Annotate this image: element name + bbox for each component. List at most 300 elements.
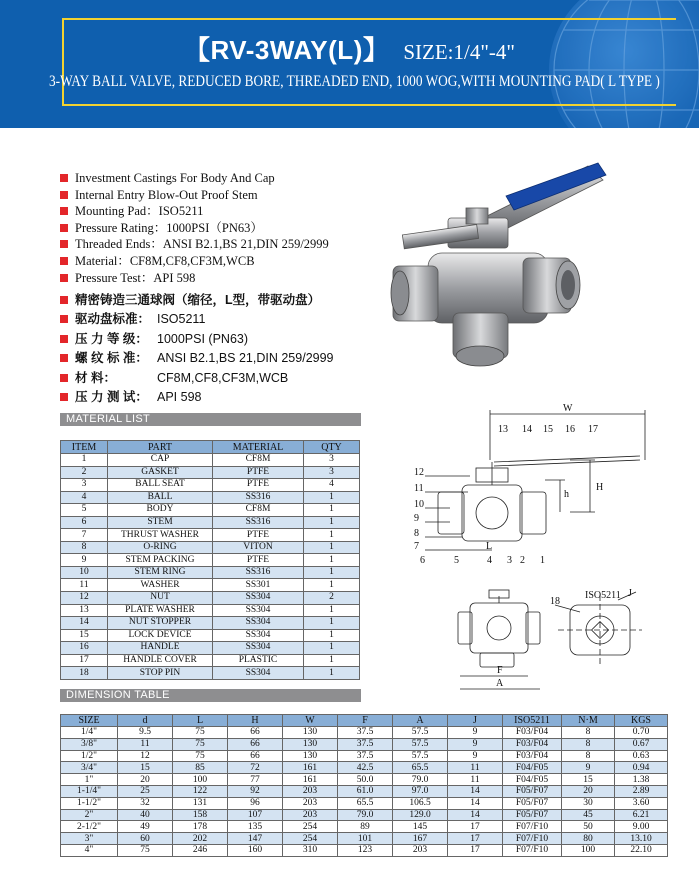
table-cell: STOP PIN bbox=[108, 667, 213, 680]
table-cell: NUT STOPPER bbox=[108, 617, 213, 630]
table-row bbox=[61, 479, 360, 492]
table-row bbox=[61, 809, 668, 821]
column-header: d bbox=[118, 715, 173, 727]
table-cell: 203 bbox=[393, 844, 448, 856]
column-header: MATERIAL bbox=[213, 441, 304, 454]
table-cell: 3" bbox=[61, 833, 118, 845]
table-cell: SS304 bbox=[213, 642, 304, 655]
table-cell: 75 bbox=[118, 844, 173, 856]
bullet-icon bbox=[60, 354, 68, 362]
table-cell: 9 bbox=[448, 738, 503, 750]
table-cell: 130 bbox=[283, 750, 338, 762]
table-row bbox=[61, 844, 668, 856]
table-cell: F07/F10 bbox=[503, 833, 562, 845]
page-title bbox=[0, 30, 699, 67]
table-cell: PTFE bbox=[213, 554, 304, 567]
table-cell: 6.21 bbox=[615, 809, 668, 821]
table-row bbox=[61, 797, 668, 809]
table-cell: 2.89 bbox=[615, 785, 668, 797]
table-cell: 20 bbox=[118, 774, 173, 786]
table-cell: 15 bbox=[61, 629, 108, 642]
table-row bbox=[61, 604, 360, 617]
table-cell: 1 bbox=[304, 654, 360, 667]
column-header: F bbox=[338, 715, 393, 727]
table-cell: HANDLE COVER bbox=[108, 654, 213, 667]
table-cell: 11 bbox=[448, 774, 503, 786]
table-cell: SS316 bbox=[213, 516, 304, 529]
table-cell: 85 bbox=[173, 762, 228, 774]
header-banner bbox=[0, 0, 699, 128]
table-cell: 130 bbox=[283, 727, 338, 739]
dim-label-w: W bbox=[563, 403, 573, 414]
column-header: QTY bbox=[304, 441, 360, 454]
dim-label-h: H bbox=[596, 482, 604, 493]
table-cell: 4" bbox=[61, 844, 118, 856]
table-cell: 6 bbox=[61, 516, 108, 529]
bullet-icon bbox=[60, 240, 68, 248]
size-range: SIZE:1/4"-4" bbox=[403, 40, 515, 64]
table-cell: 18 bbox=[61, 667, 108, 680]
table-cell: 0.63 bbox=[615, 750, 668, 762]
table-cell: SS304 bbox=[213, 629, 304, 642]
bullet-icon bbox=[60, 335, 68, 343]
table-cell: 50.0 bbox=[338, 774, 393, 786]
list-item: 压 力 测 试： API 598 bbox=[60, 388, 334, 407]
table-cell: VITON bbox=[213, 541, 304, 554]
list-item: 压 力 等 级： 1000PSI (PN63) bbox=[60, 330, 334, 349]
column-header: H bbox=[228, 715, 283, 727]
bullet-icon bbox=[60, 257, 68, 265]
table-cell: 202 bbox=[173, 833, 228, 845]
table-cell: 89 bbox=[338, 821, 393, 833]
table-cell: 20 bbox=[562, 785, 615, 797]
table-cell: PTFE bbox=[213, 479, 304, 492]
callout-7: 7 bbox=[414, 541, 419, 552]
table-row bbox=[61, 774, 668, 786]
table-cell: 147 bbox=[228, 833, 283, 845]
callout-16: 16 bbox=[565, 424, 575, 435]
dim-label-l: L bbox=[486, 541, 493, 552]
table-cell: 100 bbox=[173, 774, 228, 786]
table-cell: 11 bbox=[61, 579, 108, 592]
list-item: 精密铸造三通球阀（缩径，L型，带驱动盘） bbox=[60, 291, 334, 310]
table-cell: F03/F04 bbox=[503, 750, 562, 762]
dimension-table-title: DIMENSION TABLE bbox=[60, 689, 361, 702]
table-cell: 61.0 bbox=[338, 785, 393, 797]
table-cell: F05/F07 bbox=[503, 785, 562, 797]
table-row bbox=[61, 454, 360, 467]
table-cell: 66 bbox=[228, 750, 283, 762]
table-cell: 122 bbox=[173, 785, 228, 797]
table-row bbox=[61, 833, 668, 845]
table-cell: 79.0 bbox=[393, 774, 448, 786]
table-row bbox=[61, 541, 360, 554]
table-cell: 203 bbox=[283, 785, 338, 797]
table-cell: 161 bbox=[283, 774, 338, 786]
callout-18: 18 bbox=[550, 596, 560, 607]
table-cell: 158 bbox=[173, 809, 228, 821]
callout-13: 13 bbox=[498, 424, 508, 435]
table-cell: 254 bbox=[283, 833, 338, 845]
table-cell: 135 bbox=[228, 821, 283, 833]
table-cell: THRUST WASHER bbox=[108, 529, 213, 542]
table-cell: 9.5 bbox=[118, 727, 173, 739]
table-cell: 37.5 bbox=[338, 738, 393, 750]
table-cell: 30 bbox=[562, 797, 615, 809]
table-cell: 1 bbox=[304, 566, 360, 579]
dim-label-iso: ISO5211 bbox=[585, 590, 621, 601]
table-cell: 107 bbox=[228, 809, 283, 821]
bullet-icon bbox=[60, 224, 68, 232]
table-cell: 17 bbox=[448, 821, 503, 833]
table-cell: 1 bbox=[304, 579, 360, 592]
product-subtitle: 3-WAY BALL VALVE, REDUCED BORE, THREADED END, 1000 WOG,WITH MOUNTING PAD( L TYPE ) bbox=[49, 73, 660, 90]
material-table bbox=[60, 440, 360, 680]
callout-5: 5 bbox=[454, 555, 459, 566]
column-header: N·M bbox=[562, 715, 615, 727]
bullet-icon bbox=[60, 315, 68, 323]
callout-3: 3 bbox=[507, 555, 512, 566]
table-cell: F05/F07 bbox=[503, 809, 562, 821]
table-cell: NUT bbox=[108, 592, 213, 605]
table-row bbox=[61, 516, 360, 529]
table-cell: 3.60 bbox=[615, 797, 668, 809]
table-cell: 97.0 bbox=[393, 785, 448, 797]
table-row bbox=[61, 785, 668, 797]
material-list-title: MATERIAL LIST bbox=[60, 413, 361, 426]
table-cell: 0.70 bbox=[615, 727, 668, 739]
table-cell: 1-1/2" bbox=[61, 797, 118, 809]
table-cell: 75 bbox=[173, 727, 228, 739]
list-item: Mounting Pad：ISO5211 bbox=[60, 203, 329, 220]
callout-2: 2 bbox=[520, 555, 525, 566]
table-cell: 49 bbox=[118, 821, 173, 833]
table-cell: 37.5 bbox=[338, 727, 393, 739]
feature-list-cn bbox=[60, 291, 334, 407]
table-cell: 1 bbox=[61, 454, 108, 467]
column-header: A bbox=[393, 715, 448, 727]
table-cell: F07/F10 bbox=[503, 821, 562, 833]
table-cell: 66 bbox=[228, 738, 283, 750]
table-cell: 100 bbox=[562, 844, 615, 856]
table-row bbox=[61, 667, 360, 680]
table-cell: 1/4" bbox=[61, 727, 118, 739]
table-cell: 145 bbox=[393, 821, 448, 833]
callout-17: 17 bbox=[588, 424, 598, 435]
table-cell: 72 bbox=[228, 762, 283, 774]
table-cell: 7 bbox=[61, 529, 108, 542]
table-cell: 57.5 bbox=[393, 738, 448, 750]
table-cell: 130 bbox=[283, 738, 338, 750]
table-cell: 65.5 bbox=[393, 762, 448, 774]
table-cell: 1/2" bbox=[61, 750, 118, 762]
table-cell: LOCK DEVICE bbox=[108, 629, 213, 642]
table-row bbox=[61, 727, 668, 739]
table-cell: 1 bbox=[304, 604, 360, 617]
table-cell: 3 bbox=[304, 454, 360, 467]
table-cell: 1.38 bbox=[615, 774, 668, 786]
table-cell: 79.0 bbox=[338, 809, 393, 821]
valve-photo bbox=[388, 158, 633, 378]
table-cell: 9 bbox=[448, 727, 503, 739]
table-cell: 65.5 bbox=[338, 797, 393, 809]
callout-4: 4 bbox=[487, 555, 492, 566]
table-cell: 75 bbox=[173, 738, 228, 750]
table-cell: 32 bbox=[118, 797, 173, 809]
column-header: PART bbox=[108, 441, 213, 454]
table-cell: BALL SEAT bbox=[108, 479, 213, 492]
table-cell: STEM PACKING bbox=[108, 554, 213, 567]
table-cell: 2 bbox=[61, 466, 108, 479]
table-row bbox=[61, 629, 360, 642]
table-cell: 1 bbox=[304, 541, 360, 554]
table-cell: 1" bbox=[61, 774, 118, 786]
list-item: 材 料： CF8M,CF8,CF3M,WCB bbox=[60, 369, 334, 388]
table-cell: 131 bbox=[173, 797, 228, 809]
table-cell: PTFE bbox=[213, 466, 304, 479]
table-cell: 45 bbox=[562, 809, 615, 821]
callout-11: 11 bbox=[414, 483, 424, 494]
table-cell: 92 bbox=[228, 785, 283, 797]
table-row bbox=[61, 491, 360, 504]
table-cell: SS304 bbox=[213, 592, 304, 605]
table-cell: 123 bbox=[338, 844, 393, 856]
technical-drawing bbox=[410, 400, 670, 700]
column-header: ISO5211 bbox=[503, 715, 562, 727]
table-cell: CF8M bbox=[213, 454, 304, 467]
table-cell: 9.00 bbox=[615, 821, 668, 833]
column-header: W bbox=[283, 715, 338, 727]
table-cell: 167 bbox=[393, 833, 448, 845]
table-cell: O-RING bbox=[108, 541, 213, 554]
dim-label-small-h: h bbox=[564, 489, 569, 500]
table-cell: PTFE bbox=[213, 529, 304, 542]
feature-list-en bbox=[60, 170, 329, 286]
table-cell: 5 bbox=[61, 504, 108, 517]
table-cell: 129.0 bbox=[393, 809, 448, 821]
table-cell: 13.10 bbox=[615, 833, 668, 845]
table-cell: 0.67 bbox=[615, 738, 668, 750]
table-cell: 1 bbox=[304, 529, 360, 542]
table-cell: 4 bbox=[304, 479, 360, 492]
table-cell: 10 bbox=[61, 566, 108, 579]
table-cell: 22.10 bbox=[615, 844, 668, 856]
table-cell: SS304 bbox=[213, 604, 304, 617]
table-cell: 12 bbox=[118, 750, 173, 762]
table-cell: 14 bbox=[448, 797, 503, 809]
table-cell: 14 bbox=[61, 617, 108, 630]
bullet-icon bbox=[60, 191, 68, 199]
list-item: Pressure Rating：1000PSI（PN63） bbox=[60, 220, 329, 237]
table-cell: CF8M bbox=[213, 504, 304, 517]
table-cell: 310 bbox=[283, 844, 338, 856]
table-cell: F03/F04 bbox=[503, 727, 562, 739]
table-row bbox=[61, 750, 668, 762]
dim-label-f: F bbox=[497, 665, 503, 676]
bullet-icon bbox=[60, 374, 68, 382]
table-cell: GASKET bbox=[108, 466, 213, 479]
table-cell: 57.5 bbox=[393, 727, 448, 739]
list-item: Threaded Ends：ANSI B2.1,BS 21,DIN 259/2999 bbox=[60, 236, 329, 253]
table-cell: 17 bbox=[61, 654, 108, 667]
table-row bbox=[61, 821, 668, 833]
table-cell: 9 bbox=[562, 762, 615, 774]
table-cell: 1 bbox=[304, 629, 360, 642]
table-cell: 15 bbox=[118, 762, 173, 774]
table-cell: 17 bbox=[448, 833, 503, 845]
table-cell: 2 bbox=[304, 592, 360, 605]
column-header: KGS bbox=[615, 715, 668, 727]
table-cell: 1 bbox=[304, 554, 360, 567]
table-cell: 42.5 bbox=[338, 762, 393, 774]
table-cell: SS304 bbox=[213, 617, 304, 630]
table-cell: 17 bbox=[448, 844, 503, 856]
table-row bbox=[61, 738, 668, 750]
list-item: Internal Entry Blow-Out Proof Stem bbox=[60, 187, 329, 204]
table-cell: 106.5 bbox=[393, 797, 448, 809]
table-cell: 14 bbox=[448, 785, 503, 797]
table-cell: 161 bbox=[283, 762, 338, 774]
table-cell: 37.5 bbox=[338, 750, 393, 762]
table-row bbox=[61, 529, 360, 542]
callout-6: 6 bbox=[420, 555, 425, 566]
list-item: Pressure Test：API 598 bbox=[60, 270, 329, 287]
list-item: 螺 纹 标 准： ANSI B2.1,BS 21,DIN 259/2999 bbox=[60, 349, 334, 368]
table-cell: 9 bbox=[448, 750, 503, 762]
table-cell: SS304 bbox=[213, 667, 304, 680]
table-cell: F04/F05 bbox=[503, 762, 562, 774]
table-cell: 1 bbox=[304, 504, 360, 517]
table-cell: 50 bbox=[562, 821, 615, 833]
table-cell: 3/8" bbox=[61, 738, 118, 750]
table-cell: 13 bbox=[61, 604, 108, 617]
table-cell: 8 bbox=[562, 727, 615, 739]
table-row bbox=[61, 566, 360, 579]
table-row bbox=[61, 554, 360, 567]
bullet-icon bbox=[60, 174, 68, 182]
table-cell: F05/F07 bbox=[503, 797, 562, 809]
table-row bbox=[61, 592, 360, 605]
table-cell: 1 bbox=[304, 516, 360, 529]
table-cell: 3 bbox=[304, 466, 360, 479]
table-cell: 4 bbox=[61, 491, 108, 504]
table-cell: SS316 bbox=[213, 566, 304, 579]
callout-9: 9 bbox=[414, 513, 419, 524]
table-cell: HANDLE bbox=[108, 642, 213, 655]
table-cell: 203 bbox=[283, 809, 338, 821]
table-cell: 1 bbox=[304, 617, 360, 630]
table-cell: 16 bbox=[61, 642, 108, 655]
bullet-icon bbox=[60, 207, 68, 215]
table-cell: 8 bbox=[61, 541, 108, 554]
table-cell: 96 bbox=[228, 797, 283, 809]
table-row bbox=[61, 654, 360, 667]
column-header: L bbox=[173, 715, 228, 727]
table-cell: WASHER bbox=[108, 579, 213, 592]
table-cell: 8 bbox=[562, 738, 615, 750]
callout-10: 10 bbox=[414, 499, 424, 510]
table-header-row bbox=[61, 441, 360, 454]
table-cell: SS316 bbox=[213, 491, 304, 504]
table-cell: 101 bbox=[338, 833, 393, 845]
table-cell: BALL bbox=[108, 491, 213, 504]
table-cell: 2" bbox=[61, 809, 118, 821]
callout-12: 12 bbox=[414, 467, 424, 478]
table-header-row bbox=[61, 715, 668, 727]
list-item: Investment Castings For Body And Cap bbox=[60, 170, 329, 187]
table-cell: 8 bbox=[562, 750, 615, 762]
table-cell: BODY bbox=[108, 504, 213, 517]
list-item: Material：CF8M,CF8,CF3M,WCB bbox=[60, 253, 329, 270]
table-cell: 25 bbox=[118, 785, 173, 797]
callout-1: 1 bbox=[540, 555, 545, 566]
dim-label-j: J bbox=[628, 588, 632, 599]
bullet-icon bbox=[60, 393, 68, 401]
table-cell: 1 bbox=[304, 491, 360, 504]
list-item: 驱动盘标准： ISO5211 bbox=[60, 310, 334, 329]
table-cell: 3 bbox=[61, 479, 108, 492]
table-cell: 254 bbox=[283, 821, 338, 833]
table-cell: STEM RING bbox=[108, 566, 213, 579]
callout-14: 14 bbox=[522, 424, 532, 435]
table-cell: SS301 bbox=[213, 579, 304, 592]
table-cell: 246 bbox=[173, 844, 228, 856]
table-cell: 60 bbox=[118, 833, 173, 845]
table-cell: 11 bbox=[118, 738, 173, 750]
model-title: 【RV-3WAY(L)】 bbox=[183, 35, 390, 65]
table-cell: F07/F10 bbox=[503, 844, 562, 856]
table-cell: 9 bbox=[61, 554, 108, 567]
callout-8: 8 bbox=[414, 528, 419, 539]
table-cell: 203 bbox=[283, 797, 338, 809]
table-row bbox=[61, 579, 360, 592]
column-header: ITEM bbox=[61, 441, 108, 454]
table-cell: 57.5 bbox=[393, 750, 448, 762]
table-cell: PLASTIC bbox=[213, 654, 304, 667]
table-row bbox=[61, 504, 360, 517]
table-cell: 15 bbox=[562, 774, 615, 786]
table-cell: 77 bbox=[228, 774, 283, 786]
bullet-icon bbox=[60, 296, 68, 304]
table-row bbox=[61, 762, 668, 774]
table-cell: 1-1/4" bbox=[61, 785, 118, 797]
table-cell: 14 bbox=[448, 809, 503, 821]
table-cell: F03/F04 bbox=[503, 738, 562, 750]
dimension-table bbox=[60, 714, 668, 857]
table-cell: 12 bbox=[61, 592, 108, 605]
bullet-icon bbox=[60, 274, 68, 282]
callout-15: 15 bbox=[543, 424, 553, 435]
table-cell: 66 bbox=[228, 727, 283, 739]
table-cell: 80 bbox=[562, 833, 615, 845]
table-row bbox=[61, 617, 360, 630]
column-header: SIZE bbox=[61, 715, 118, 727]
table-cell: CAP bbox=[108, 454, 213, 467]
dim-label-a: A bbox=[496, 678, 504, 689]
table-cell: 178 bbox=[173, 821, 228, 833]
table-cell: PLATE WASHER bbox=[108, 604, 213, 617]
column-header: J bbox=[448, 715, 503, 727]
table-cell: F04/F05 bbox=[503, 774, 562, 786]
table-cell: 11 bbox=[448, 762, 503, 774]
table-cell: STEM bbox=[108, 516, 213, 529]
table-cell: 40 bbox=[118, 809, 173, 821]
table-row bbox=[61, 466, 360, 479]
table-cell: 2-1/2" bbox=[61, 821, 118, 833]
table-cell: 1 bbox=[304, 667, 360, 680]
table-cell: 1 bbox=[304, 642, 360, 655]
table-row bbox=[61, 642, 360, 655]
